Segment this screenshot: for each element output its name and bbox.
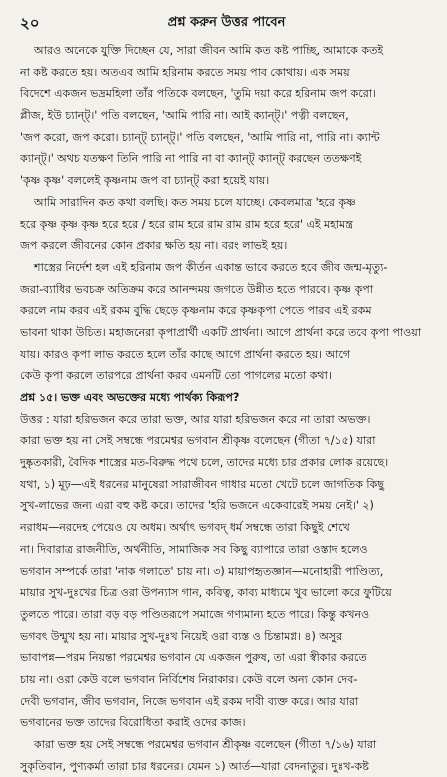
text-line: জপ করলে জীবনের কোন প্রকার ক্ষতি হয় না। বরং লাভই হয়। bbox=[20, 239, 288, 253]
text-line: দেবী ভগবান, জীব ভগবান, নিজে ভগবান এই রকম দাবী ব্যক্ত করে। আর যারা bbox=[20, 694, 359, 708]
text-line: বিদেশে একজন ভদ্রমহিলা তাঁর পতিকে বলছেন, 'তুমি দয়া করে হরিনাম জপ করো। bbox=[20, 87, 376, 101]
question-heading: প্রশ্ন ১৫। ভক্ত এবং অভক্তের মধ্যে পার্থক্য কিরূপ? bbox=[20, 391, 240, 404]
text-line: চায় না। ওরা কেউ বলে ভগবান নির্বিশেষ নিরাকার। কেউ বলে অন্য কোন দেব- bbox=[20, 672, 358, 686]
text-line: আমি সারাদিন কত কথা বলছি। কত সময় চলে যাচ্ছে। কেবলমাত্র 'হরে কৃষ্ণ bbox=[34, 195, 356, 209]
text-line: ভাবাপন্ন—পরম নিয়ন্তা পরমেশ্বর ভগবান যে একজন পুরুষ, তা এরা স্বীকার করতে bbox=[20, 651, 367, 665]
text-line: করলে নাম করব এই রকম বুদ্ধি ছেড়ে কৃষ্ণনাম করে কৃষ্ণকৃপা পেতে পারব এই রকম bbox=[20, 304, 372, 318]
running-title: প্রশ্ন করুন উত্তর পাবেন bbox=[167, 15, 286, 30]
text-line: প্লীজ, ইউ চ্যান্ট্।' পতি বলছেন, 'আমি পারি না। আই ক্যান্ট্।' পত্নী বলছেন, bbox=[20, 109, 349, 123]
text-line: কেউ কৃপা করলে তারপরে প্রার্থনা করব এমনটি তো পাগলের মতো কথা। bbox=[20, 369, 332, 383]
text-line: সুকৃতিবান, পুণ্যকর্মা তারা চার ধরনের। যেমন ১) আর্ত—যারা বেদনাতুর। দুঃখ-কষ্ট bbox=[20, 759, 369, 773]
text-line: 'কৃষ্ণ কৃষ্ণ' বললেই কৃষ্ণনাম জপ বা চ্যান্ট্ করা হয়েই যায়। bbox=[20, 174, 270, 188]
text-line: ভগবান সম্পর্কে তারা 'নাক গলাতে' চায় না। ৩) মায়াপহৃতজ্ঞান—মনোহারী পাণ্ডিত্য, bbox=[20, 564, 384, 578]
text-line: ভগবৎ উন্মুখ হয় না। মায়ার সুখ-দুঃখ নিয়েই ওরা ব্যস্ত ও চিন্তামগ্ন। ৪) অসুর bbox=[20, 629, 343, 643]
text-line: দুষ্কৃতকারী, বৈদিক শাস্ত্রের মত-বিরুদ্ধ পথে চলে, তাদের মধ্যে চার প্রকার লোক রয়েছে। bbox=[20, 456, 389, 470]
text-line: শাস্ত্রের নির্দেশ হল এই হরিনাম জপ কীর্তন একান্ত ভাবে করতে হবে জীব জন্ম-মৃত্যু- bbox=[34, 260, 388, 274]
body-text bbox=[20, 40, 433, 777]
text-line: ক্যান্ট্।' অথচ যতক্ষণ তিনি পারি না পারি না বা ক্যান্ট্ ক্যান্ট্ করছেন ততক্ষণই bbox=[20, 152, 362, 166]
text-line: কারা ভক্ত হয় সেই সম্বন্ধে পরমেশ্বর ভগবান শ্রীকৃষ্ণ বলেছেন (গীতা ৭/১৬) যারা bbox=[34, 738, 377, 751]
text-line: আরও অনেকে যুক্তি দিচ্ছেন যে, সারা জীবন আমি কত কষ্ট পাচ্ছি, আমাকে কতই bbox=[34, 44, 384, 57]
text-line: হরে কৃষ্ণ কৃষ্ণ কৃষ্ণ হরে হরে / হরে রাম হরে রাম রাম রাম হরে হরে' এই মহামন্ত্র bbox=[20, 217, 353, 231]
answer-line: উত্তর : যারা হরিভজন করে তারা ভক্ত, আর যারা হরিভজন করে না তারা অভক্ত। bbox=[20, 412, 371, 426]
text-line: নরাধম—নরদেহ পেয়েও যে অধম। অর্থাৎ ভগবদ্ ধর্ম সম্বন্ধে তারা কিছুই শেখে bbox=[20, 521, 350, 535]
text-line: ভগবানের ভক্ত তাদের বিরোধিতা করাই ওদের কাজ। bbox=[20, 716, 246, 730]
page-number: ২০ bbox=[20, 14, 40, 32]
text-line: না। দিবারাত্র রাজনীতি, অর্থনীতি, সামাজিক সব কিছু ব্যাপারে তারা ওস্তাদ হলেও bbox=[20, 542, 368, 556]
text-line: মায়ার সুখ-দুঃখের চিত্র ওরা উপন্যাস গান, কবিত্ব, কাব্য মাধ্যমে খুব ভালো করে ফুটিয়ে bbox=[20, 586, 392, 600]
text-line: ভাবনা থাকা উচিত। মহাজনেরা কৃপাপ্রার্থী একটি প্রার্থনা। আগে প্রার্থনা করে তবে কৃপা পাওয়া bbox=[20, 325, 422, 339]
text-line: তুলতে পারে। তারা বড় বড় পণ্ডিতরূপে সমাজে গণ্যমান্য হতে পারে। কিন্তু কখনও bbox=[20, 607, 370, 621]
text-line: জরা-ব্যাধির ভবচক্র অতিক্রম করে আনন্দময় জগতে উন্নীত হতে পারবে। কৃষ্ণ কৃপা bbox=[20, 282, 374, 296]
page-header bbox=[20, 12, 433, 34]
text-line: 'জপ করো, জপ করো। চ্যান্ট্ চ্যান্ট্।' পতি বলছেন, 'আমি পারি না, পারি না। ক্যান্ট bbox=[20, 130, 380, 144]
text-line: না কষ্ট করতে হয়। অতএব আমি হরিনাম করতে সময় পাব কোথায়। এক সময় bbox=[20, 65, 350, 79]
text-line: যথা, ১) মূঢ়—এই ধরনের মানুষেরা সারাজীবন গাধার মতো খেটে চলে জাগতিক কিছু bbox=[20, 477, 385, 491]
text-line: সুখ-লাভের জন্য এরা বহু কষ্ট করে। তাদের 'হরি ভজনে একেবারেই সময় নেই।' ২) bbox=[20, 499, 374, 513]
text-line: কারা ভক্ত হয় না সেই সম্বন্ধে পরমেশ্বর ভগবান শ্রীকৃষ্ণ বলেছেন (গীতা ৭/১৫) যারা bbox=[20, 434, 376, 448]
text-line: যায়। কারও কৃপা লাভ করতে হলে তাঁর কাছে আগে প্রার্থনা করতে হয়। আগে bbox=[20, 347, 351, 361]
